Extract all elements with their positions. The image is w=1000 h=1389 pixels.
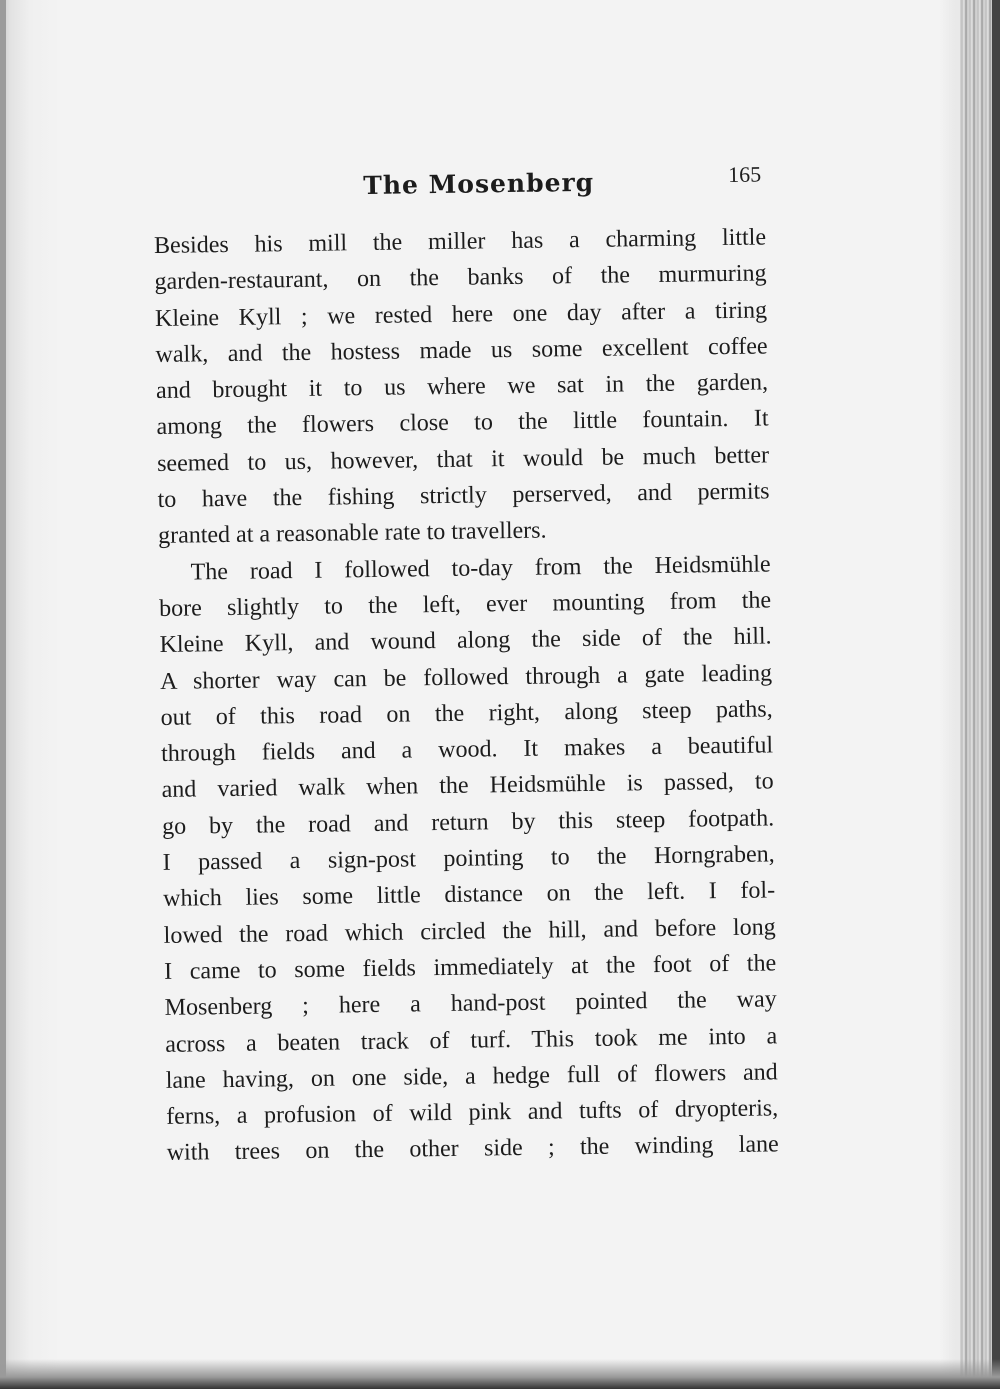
text-line: which lies some little distance on the left. I fol- [163,877,776,913]
page-right-edge [960,0,1000,1389]
text-line: granted at a reasonable rate to travellers. [157,517,547,550]
text-line: Kleine Kyll, and wound along the side of the hill. [159,623,772,659]
page-bottom-edge [0,1359,1000,1389]
text-line: and brought it to us where we sat in the garden, [155,369,769,405]
text-line: bore slightly to the left, ever mounting from the [158,587,772,622]
text-line: ferns, a profusion of wild pink and tufts of dryopteris, [166,1095,779,1131]
text-line: with trees on the other side ; the winding lane [166,1131,779,1167]
text-line: walk, and the hostess made us some excellent coffee [155,333,768,368]
text-line: Kleine Kyll ; we rested here one day after a tiring [154,297,768,332]
running-title: The Mosenberg [363,167,595,201]
body-text [154,219,779,1171]
text-line: garden-restaurant, on the banks of the murmuring [154,260,767,296]
text-line: go by the road and return by this steep footpath. [161,805,775,840]
text-line: The road I followed to-day from the Heidsmühle [190,551,771,586]
page-content [153,161,779,1171]
text-line: Mosenberg ; here a hand-post pointed the way [164,986,777,1022]
text-line: I passed a sign-post pointing to the Horngraben, [162,841,775,876]
text-line: lowed the road which circled the hill, and before long [163,914,776,949]
text-line: Besides his mill the miller has a charming little [153,224,767,259]
text-line: to have the fishing strictly perserved, and permits [157,478,770,514]
text-line: out of this road on the right, along steep paths, [160,696,773,731]
text-line: among the flowers close to the little fountain. It [156,405,769,441]
text-line: and varied walk when the Heidsmühle is passed, to [161,768,774,804]
paragraph [158,546,779,1172]
paragraph [154,219,771,554]
text-line: lane having, on one side, a hedge full of flowers and [165,1059,778,1094]
text-line: seemed to us, however, that it would be much better [156,442,770,477]
page-number: 165 [727,161,762,187]
page-header [153,161,766,228]
text-line: A shorter way can be followed through a gate leading [159,659,773,695]
page-left-edge [0,0,6,1389]
text-line: I came to some fields immediately at the foot of the [164,950,777,985]
text-line: through fields and a wood. It makes a beautiful [160,732,774,768]
text-line: across a beaten track of turf. This took me into a [165,1022,778,1058]
